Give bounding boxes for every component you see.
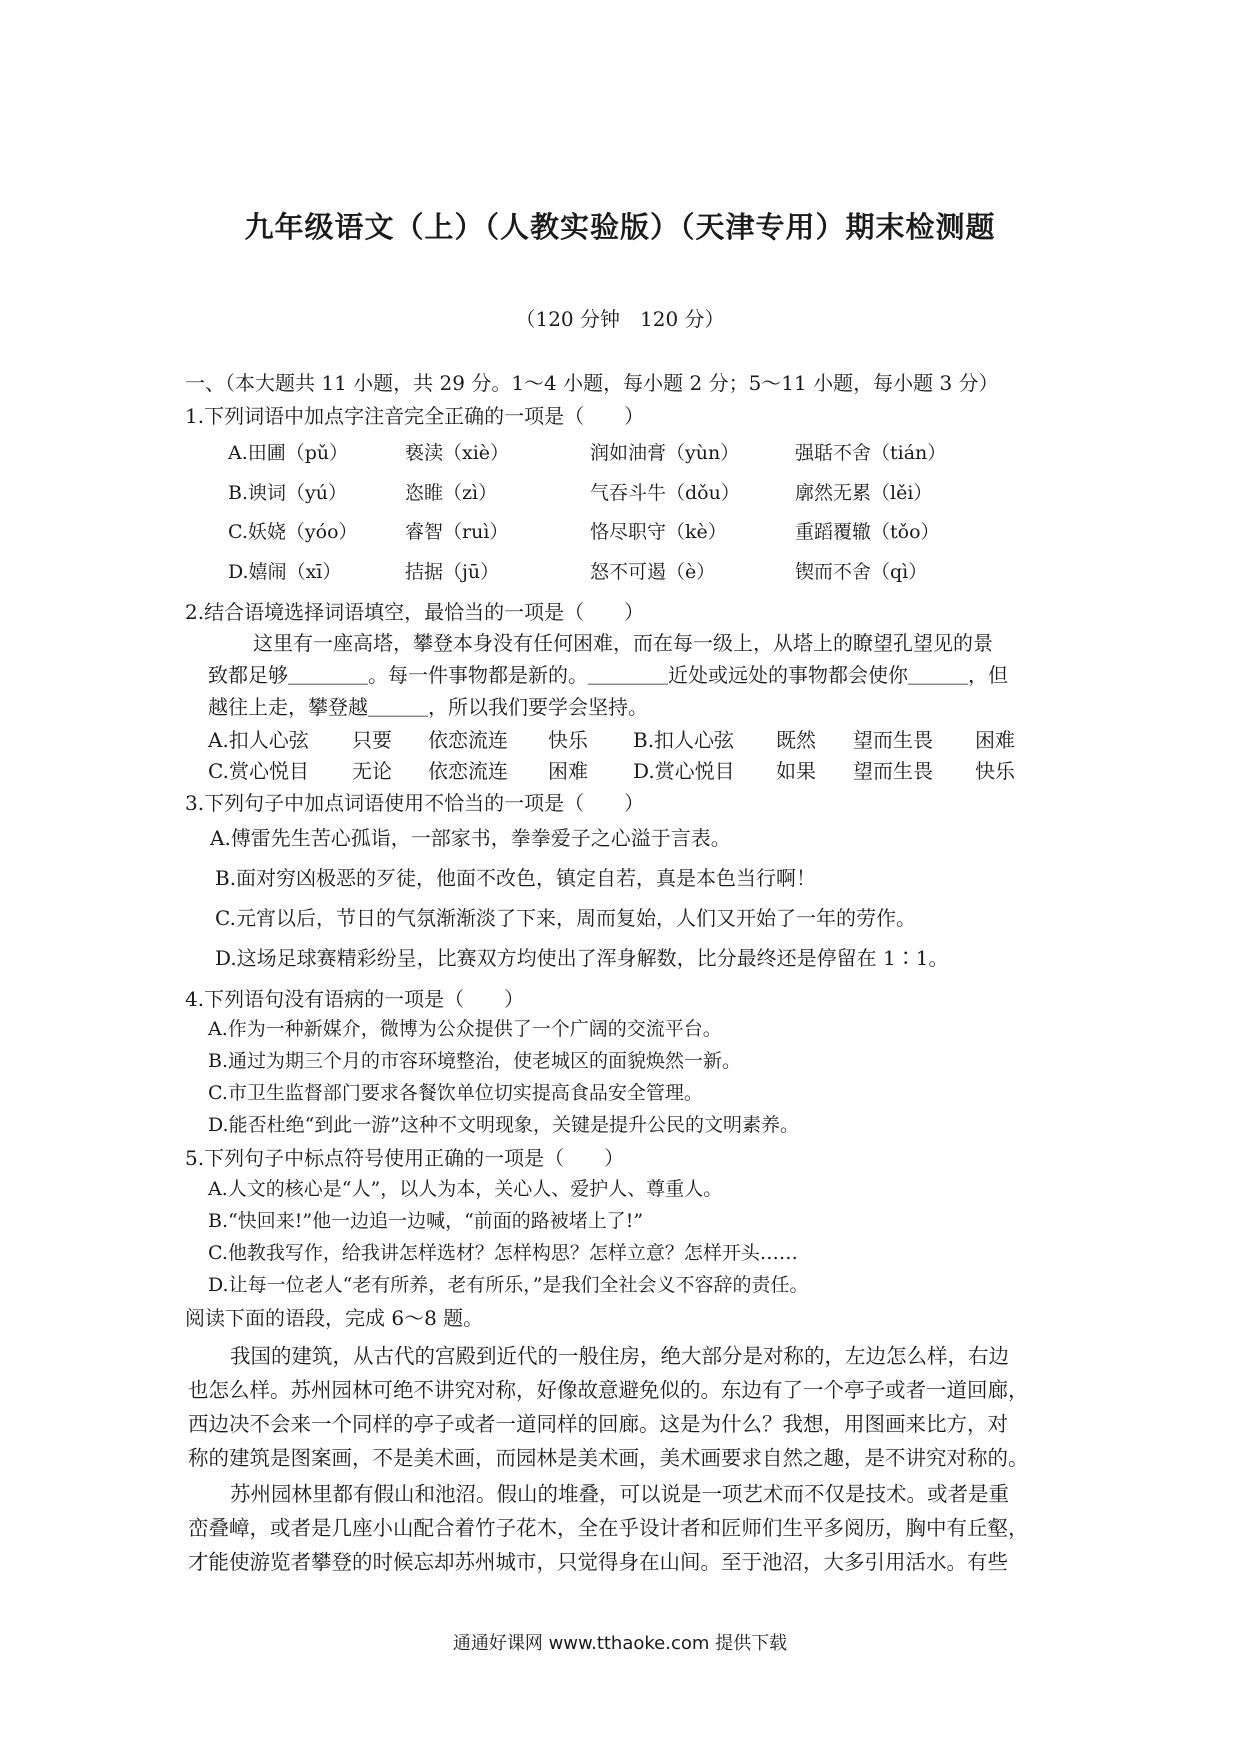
q1-c-1: C.妖娆（yóo） <box>228 521 358 543</box>
q1-c-4: 重蹈覆辙（tǒo） <box>795 521 940 543</box>
q1-c-3: 恪尽职守（kè） <box>590 521 727 543</box>
q1-d-3: 怒不可遏（è） <box>590 561 716 583</box>
section-heading: 一、（本大题共 11 小题，共 29 分。1～4 小题，每小题 2 分；5～11 小题，每小题 3 分） <box>185 371 999 395</box>
exam-time-score: （120 分钟 120 分） <box>515 307 725 331</box>
q2-option-a-4: 快乐 <box>548 728 588 752</box>
q1-stem: 1.下列词语中加点字注音完全正确的一项是（ ） <box>185 404 645 428</box>
q1-d-4: 锲而不舍（qì） <box>795 561 928 583</box>
q1-a-3: 润如油膏（yùn） <box>590 442 740 464</box>
reading-p2-line: 才能使游览者攀登的时候忘却苏州城市，只觉得身在山间。至于池沼，大多引用活水。有些 <box>188 1550 1008 1574</box>
q2-option-d-2: 如果 <box>776 759 816 783</box>
q2-option-b-1: B.扣人心弦 <box>633 728 735 752</box>
reading-p1-line: 西边决不会来一个同样的亭子或者一道同样的回廊。这是为什么？我想，用图画来比方，对 <box>188 1412 1008 1436</box>
q2-option-d-3: 望而生畏 <box>853 759 933 783</box>
q2-stem: 2.结合语境选择词语填空，最恰当的一项是（ ） <box>185 600 645 624</box>
q1-d-2: 拮据（jū） <box>405 561 500 583</box>
q2-option-a-1: A.扣人心弦 <box>208 728 309 752</box>
q1-b-1: B.谀词（yú） <box>228 482 347 504</box>
q2-passage-line: 越往上走，攀登越＿＿＿，所以我们要学会坚持。 <box>208 695 648 719</box>
q3-option-c: C.元宵以后，节日的气氛渐渐淡了下来，周而复始，人们又开始了一年的劳作。 <box>215 906 916 930</box>
q2-option-c-3: 依恋流连 <box>428 759 508 783</box>
q3-option-b: B.面对穷凶极恶的歹徒，他面不改色，镇定自若，真是本色当行啊！ <box>215 866 817 890</box>
q1-a-2: 亵渎（xiè） <box>405 442 510 464</box>
q5-stem: 5.下列句子中标点符号使用正确的一项是（ ） <box>185 1146 625 1170</box>
q2-passage-line: 这里有一座高塔，攀登本身没有任何困难，而在每一级上，从塔上的瞭望孔望见的景 <box>253 631 993 655</box>
reading-p2-line: 峦叠嶂，或者是几座小山配合着竹子花木，全在乎设计者和匠师们生平多阅历，胸中有丘壑， <box>188 1516 1029 1540</box>
q4-option-b: B.通过为期三个月的市容环境整治，使老城区的面貌焕然一新。 <box>208 1050 742 1072</box>
q2-option-c-2: 无论 <box>352 759 392 783</box>
page-footer: 通通好课网 www.tthaoke.com 提供下载 <box>452 1633 788 1654</box>
q2-option-c-4: 困难 <box>548 759 588 783</box>
page-title: 九年级语文（上）（人教实验版）（天津专用）期末检测题 <box>244 210 996 244</box>
q4-option-c: C.市卫生监督部门要求各餐饮单位切实提高食品安全管理。 <box>208 1082 703 1104</box>
q2-option-a-3: 依恋流连 <box>428 728 508 752</box>
q2-option-b-4: 困难 <box>975 728 1015 752</box>
q5-option-c: C.他教我写作，给我讲怎样选材？怎样构思？怎样立意？怎样开头…… <box>208 1242 798 1264</box>
reading-p1-line: 称的建筑是图案画，不是美术画，而园林是美术画，美术画要求自然之趣，是不讲究对称的。 <box>188 1446 1029 1470</box>
q4-option-d: D.能否杜绝“到此一游”这种不文明现象，关键是提升公民的文明素养。 <box>208 1114 800 1136</box>
q5-option-b: B.“快回来!”他一边追一边喊，“前面的路被堵上了!” <box>208 1210 644 1232</box>
q1-b-4: 廓然无累（lěi） <box>795 482 933 504</box>
q1-b-3: 气吞斗牛（dǒu） <box>590 482 740 504</box>
q1-a-4: 强聒不舍（tián） <box>795 442 947 464</box>
q2-option-b-3: 望而生畏 <box>853 728 933 752</box>
q2-option-b-2: 既然 <box>776 728 816 752</box>
reading-intro: 阅读下面的语段，完成 6～8 题。 <box>185 1306 484 1330</box>
reading-p2-line: 苏州园林里都有假山和池沼。假山的堆叠，可以说是一项艺术而不仅是技术。或者是重 <box>230 1482 1009 1506</box>
q4-option-a: A.作为一种新媒介，微博为公众提供了一个广阔的交流平台。 <box>208 1018 722 1040</box>
q3-option-d: D.这场足球赛精彩纷呈，比赛双方均使出了浑身解数，比分最终还是停留在 1∶1。 <box>215 946 949 970</box>
q2-passage-line: 致都足够＿＿＿＿。每一件事物都是新的。＿＿＿＿近处或远处的事物都会使你＿＿＿，但 <box>208 663 1008 687</box>
q1-d-1: D.嬉闹（xī） <box>228 561 342 583</box>
q2-option-a-2: 只要 <box>352 728 392 752</box>
q5-option-d: D.让每一位老人“老有所养，老有所乐，”是我们全社会义不容辞的责任。 <box>208 1274 809 1296</box>
q3-stem: 3.下列句子中加点词语使用不恰当的一项是（ ） <box>185 791 645 815</box>
reading-p1-line: 我国的建筑，从古代的宫殿到近代的一般住房，绝大部分是对称的，左边怎么样，右边 <box>230 1344 1009 1368</box>
q1-b-2: 恣睢（zì） <box>405 482 498 504</box>
reading-p1-line: 也怎么样。苏州园林可绝不讲究对称，好像故意避免似的。东边有了一个亭子或者一道回廊， <box>188 1378 1029 1402</box>
q2-option-c-1: C.赏心悦目 <box>208 759 309 783</box>
q5-option-a: A.人文的核心是“人”，以人为本，关心人、爱护人、尊重人。 <box>208 1178 723 1200</box>
q2-option-d-1: D.赏心悦目 <box>633 759 735 783</box>
q3-option-a: A.傅雷先生苦心孤诣，一部家书，拳拳爱子之心溢于言表。 <box>210 826 731 850</box>
q2-option-d-4: 快乐 <box>975 759 1015 783</box>
q1-c-2: 睿智（ruì） <box>405 521 509 543</box>
q4-stem: 4.下列语句没有语病的一项是（ ） <box>185 987 525 1011</box>
q1-a-1: A.田圃（pǔ） <box>228 442 349 464</box>
